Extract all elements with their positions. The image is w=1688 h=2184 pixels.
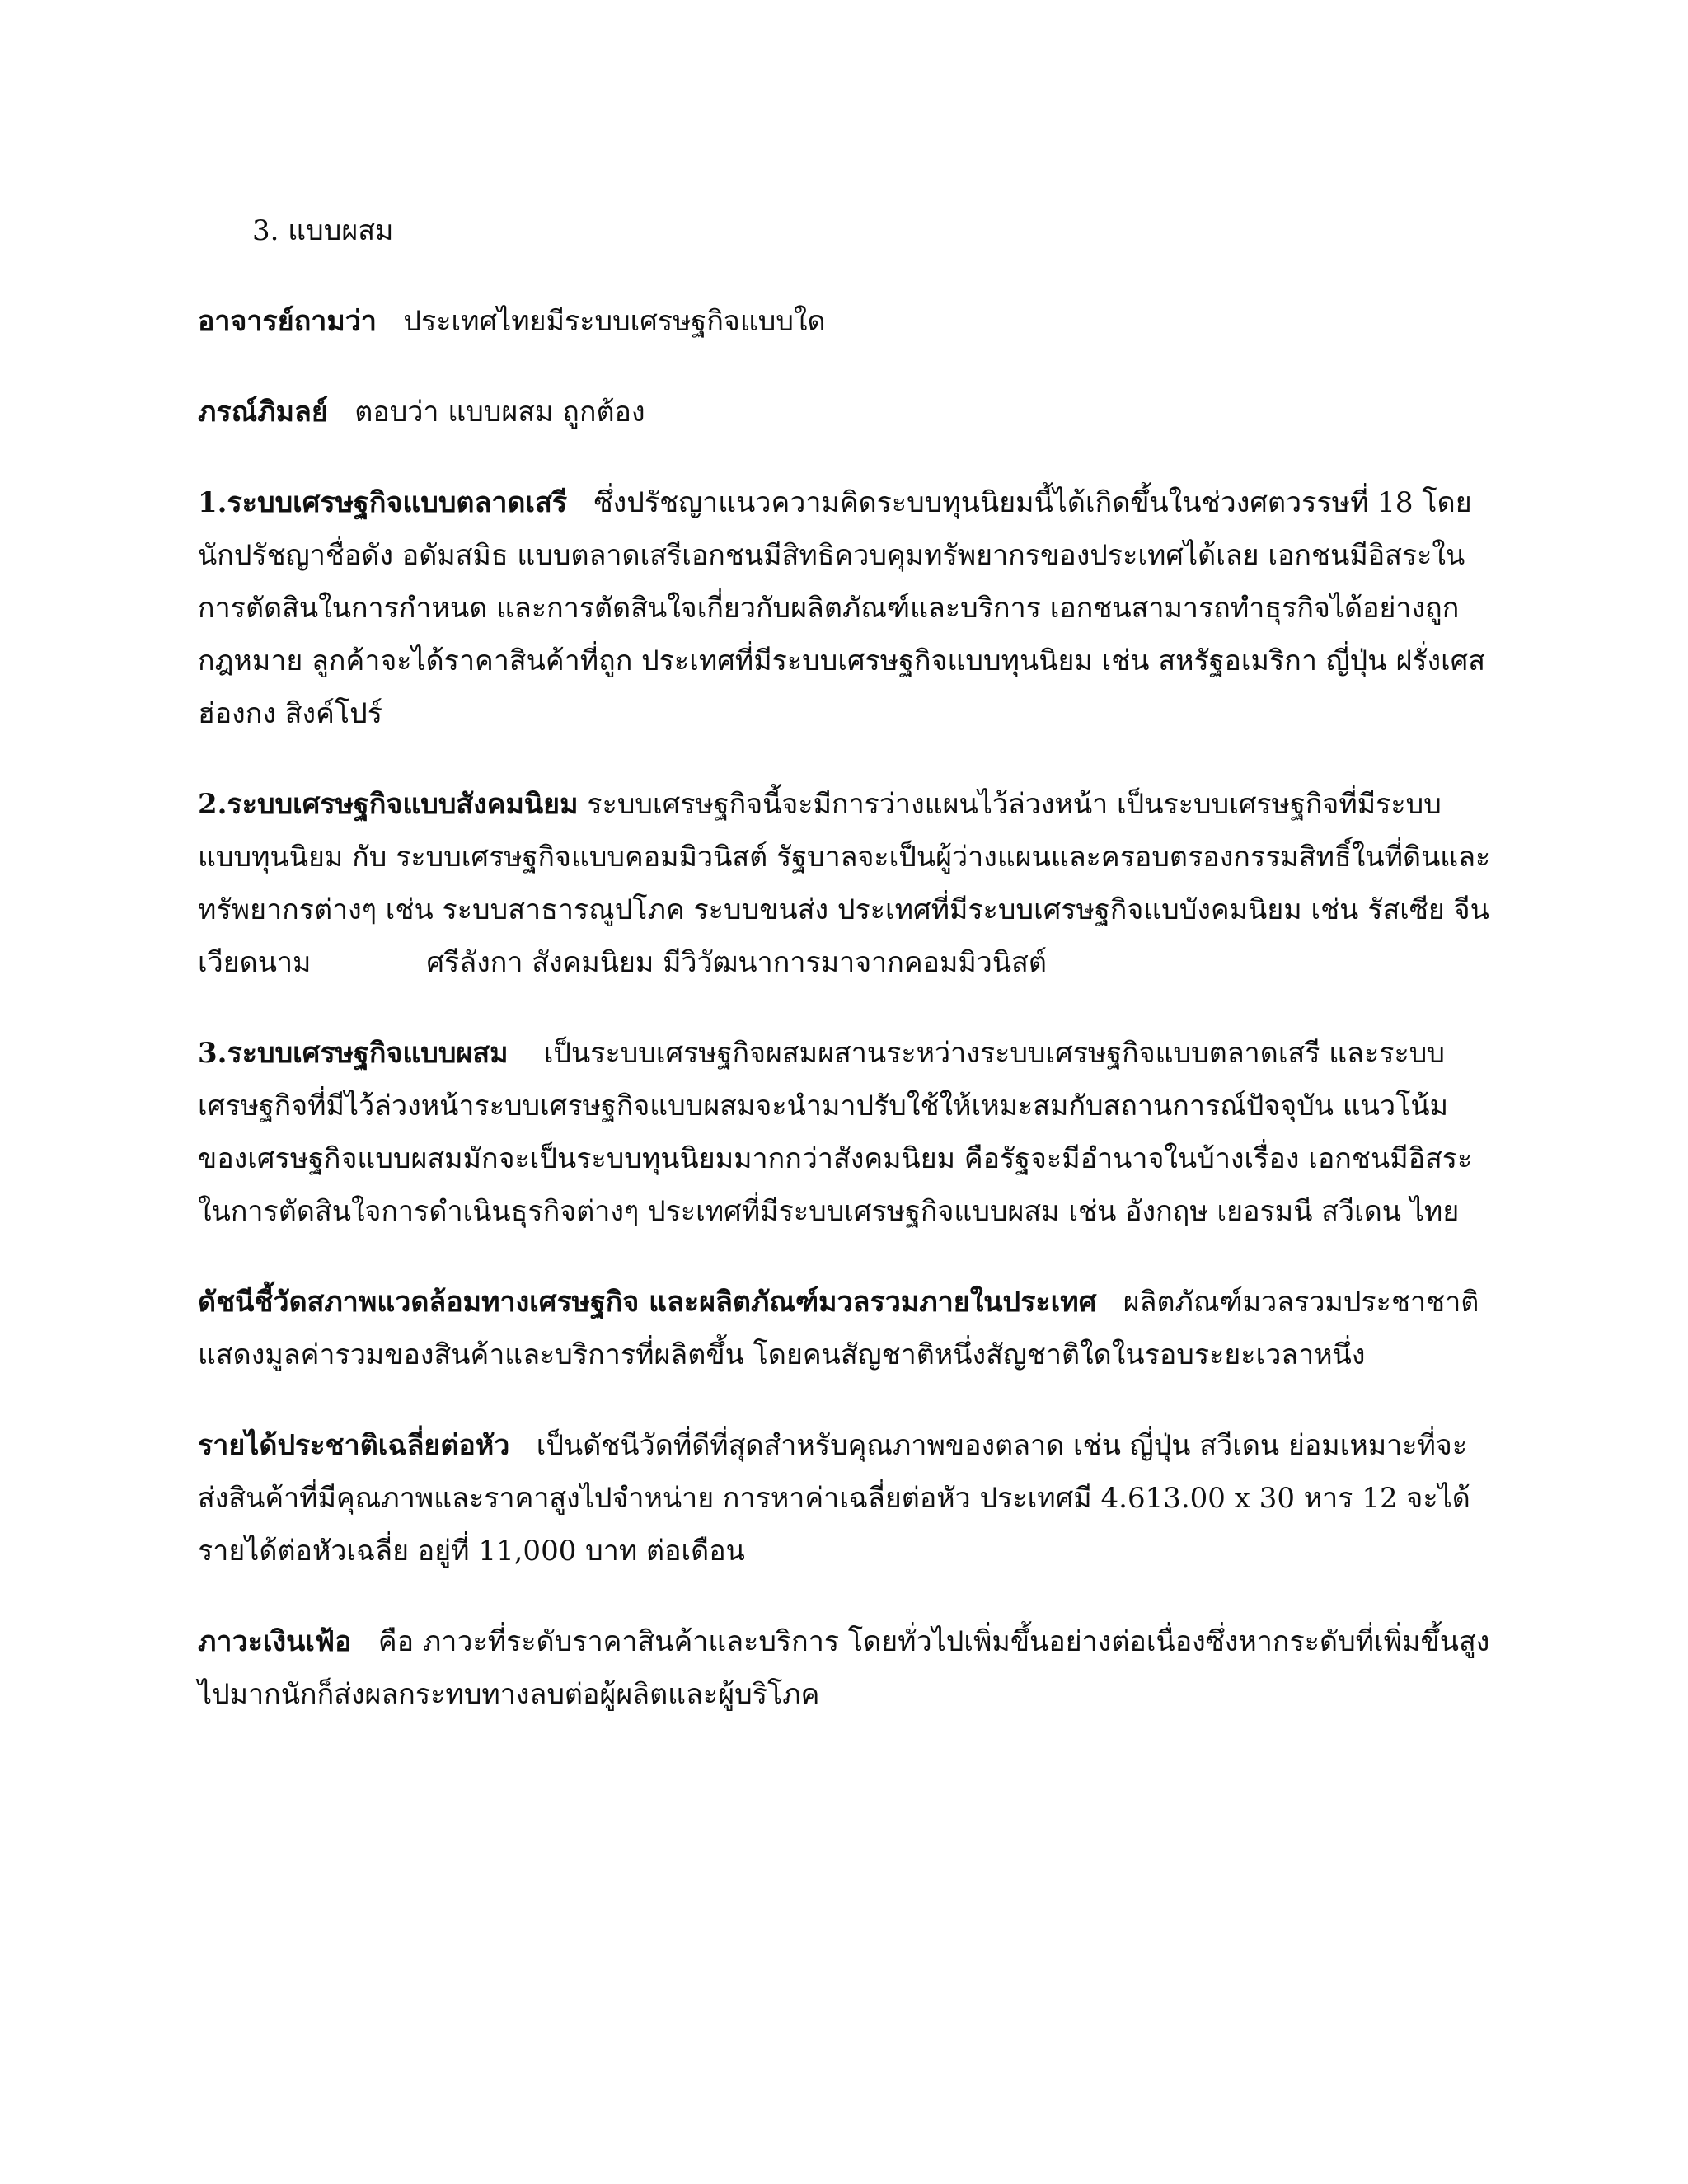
document-body: [198, 204, 1492, 1759]
qa-answer: [198, 386, 1492, 438]
answer-text: ตอบว่า แบบผสม ถูกต้อง: [354, 396, 645, 429]
paragraph-socialism: [198, 778, 1492, 989]
term-label: ภาวะเงินเฟ้อ: [198, 1625, 352, 1658]
paragraph-per-capita-income: [198, 1419, 1492, 1577]
speaker-label: ภรณ์ภิมลย์: [198, 396, 328, 429]
qa-question: [198, 295, 1492, 348]
term-label: รายได้ประชาติเฉลี่ยต่อหัว: [198, 1429, 510, 1462]
speaker-label: อาจารย์ถามว่า: [198, 305, 377, 338]
paragraph-text: ซึ่งปรัชญาแนวความคิดระบบทุนนิยมนี้ได้เกิดขึ้นในช่วงศตวรรษที่ 18 โดยนักปรัชญาชื่อดัง อดัมสมิธ แบบตลาดเสรีเอกชนมีสิทธิควบคุมทรัพยากรของประเทศได้เลย เอกชนมีอิสระในการตัดสินในการกำหนด และการตัดสินใจเกี่ยวกับผลิตภัณฑ์และบริการ เอกชนสามารถทำธุรกิจได้อย่างถูกกฎหมาย ลูกค้าจะได้ราคาสินค้าที่ถูก ประเทศที่มีระบบเศรษฐกิจแบบทุนนิยม เช่น สหรัฐอเมริกา ญี่ปุ่น ฝรั่งเศส ฮ่องกง สิงค์โปร์: [198, 486, 1486, 730]
paragraph-text: เป็นดัชนีวัดที่ดีที่สุดสำหรับคุณภาพของตลาด เช่น ญี่ปุ่น สวีเดน ย่อมเหมาะที่จะส่งสินค้าที่มีคุณภาพและราคาสูงไปจำหน่าย การหาค่าเฉลี่ยต่อหัว ประเทศมี 4.613.00 x 30 หาร 12 จะได้รายได้ต่อหัวเฉลี่ย อยู่ที่ 11,000 บาท ต่อเดือน: [198, 1429, 1470, 1568]
paragraph-text: เป็นระบบเศรษฐกิจผสมผสานระหว่างระบบเศรษฐกิจแบบตลาดเสรี และระบบเศรษฐกิจที่มีไว้ล่วงหน้าระบบเศรษฐกิจแบบผสมจะนำมาปรับใช้ให้เหมะสมกับสถานการณ์ปัจจุบัน แนวโน้มของเศรษฐกิจแบบผสมมักจะเป็นระบบทุนนิยมมากกว่าสังคมนิยม คือรัฐจะมีอำนาจในบ้างเรื่อง เอกชนมีอิสระในการตัดสินใจการดำเนินธุรกิจต่างๆ ประเทศที่มีระบบเศรษฐกิจแบบผสม เช่น อังกฤษ เยอรมนี สวีเดน ไทย: [198, 1037, 1473, 1228]
term-label: 2.ระบบเศรษฐกิจแบบสังคมนิยม: [198, 788, 579, 821]
paragraph-text-continued: ศรีลังกา สังคมนิยม มีวิวัฒนาการมาจากคอมมิวนิสต์: [426, 946, 1047, 979]
paragraph-text: ผลิตภัณฑ์มวลรวมประชาชาติ แสดงมูลค่ารวมของสินค้าและบริการที่ผลิตขึ้น โดยคนสัญชาติหนึ่งสัญชาติใดในรอบระยะเวลาหนึ่ง: [198, 1286, 1479, 1371]
term-label: 1.ระบบเศรษฐกิจแบบตลาดเสรี: [198, 486, 568, 519]
paragraph-mixed-economy: [198, 1027, 1492, 1238]
paragraph-text: ระบบเศรษฐกิจนี้จะมีการว่างแผนไว้ล่วงหน้า เป็นระบบเศรษฐกิจที่มีระบบแบบทุนนิยม กับ ระบบเศรษฐกิจแบบคอมมิวนิสต์ รัฐบาลจะเป็นผู้ว่างแผนและครอบตรองกรรมสิทธิ์ในที่ดินและทรัพยากรต่างๆ เช่น ระบบสาธารณูปโภค ระบบขนส่ง ประเทศที่มีระบบเศรษฐกิจแบบังคมนิยม เช่น รัสเซีย จีน เวียดนาม: [198, 788, 1491, 979]
paragraph-free-market: [198, 476, 1492, 740]
term-label: ดัชนีชี้วัดสภาพแวดล้อมทางเศรษฐกิจ และผลิตภัณฑ์มวลรวมภายในประเทศ: [198, 1286, 1097, 1319]
term-label: 3.ระบบเศรษฐกิจแบบผสม: [198, 1037, 509, 1070]
paragraph-economic-indicators: [198, 1276, 1492, 1381]
question-text: ประเทศไทยมีระบบเศรษฐกิจแบบใด: [403, 305, 826, 338]
paragraph-text: คือ ภาวะที่ระดับราคาสินค้าและบริการ โดยทั่วไปเพิ่มขึ้นอย่างต่อเนื่องซึ่งหากระดับที่เพิ่มขึ้นสูงไปมากนักก็ส่งผลกระทบทางลบต่อผู้ผลิตและผู้บริโภค: [198, 1625, 1490, 1711]
paragraph-inflation: [198, 1615, 1492, 1721]
section-heading: 3. แบบผสม: [252, 214, 394, 247]
